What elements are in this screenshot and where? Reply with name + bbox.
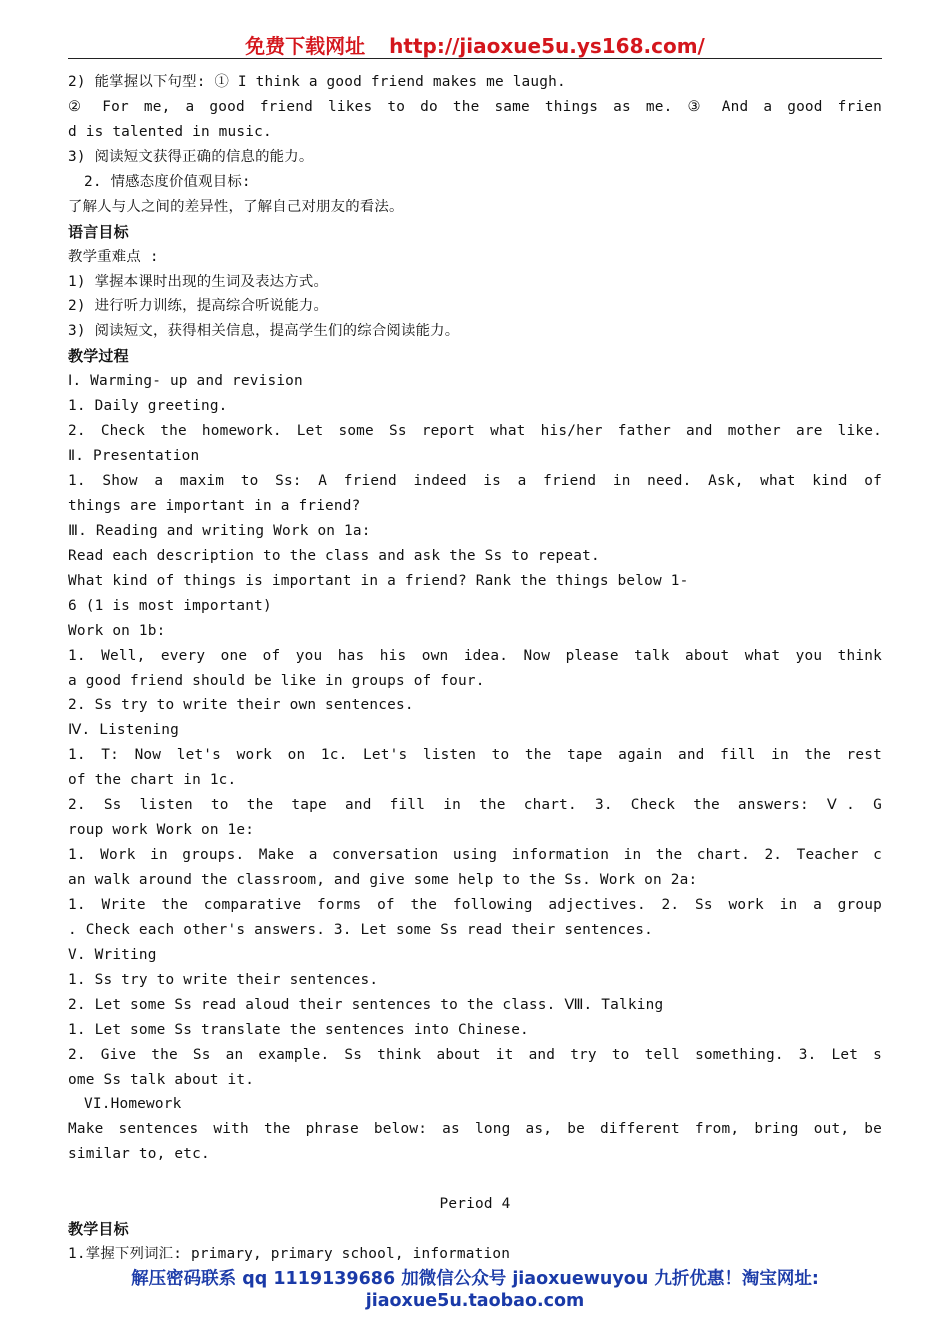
text-line: 3) 阅读短文获得正确的信息的能力。 [68,148,314,165]
header-label: 免费下载网址 [245,34,366,58]
header-divider [68,58,882,59]
text-line: 了解人与人之间的差异性，了解自己对朋友的看法。 [68,198,404,215]
text-line: 2. Let some Ss read aloud their sentences to the class. Ⅷ. Talking [68,996,664,1013]
text-line [68,1167,882,1192]
text-line: d is talented in music. [68,123,272,140]
text-line: Read each description to the class and ask the Ss to repeat. [68,547,600,564]
page-header [0,30,950,59]
text-line: VI.Homework [84,1096,182,1113]
period-title: Period 4 [439,1196,511,1213]
text-line: ome Ss talk about it. [68,1071,255,1088]
footer-shop-url[interactable]: jiaoxue5u.taobao.com [365,1291,585,1311]
text-line: 教学重难点 : [68,248,159,265]
text-line: 1. Show a maxim to Ss: A friend indeed is a friend in need. Ask, what kind of [68,473,882,489]
text-line: 3) 阅读短文，获得相关信息，提高学生们的综合阅读能力。 [68,323,460,340]
text-line: Work on 1b: [68,622,166,639]
text-line: Ⅱ. Presentation [68,448,200,465]
text-line: 1. Work in groups. Make a conversation using information in the chart. 2. Teacher c [68,847,882,864]
text-line: 2. Ss try to write their own sentences. [68,697,414,714]
text-line: 1. Write the comparative forms of the following adjectives. 2. Ss work in a group [68,896,882,913]
footer-contact-line: 解压密码联系 qq 1119139686 加微信公众号 jiaoxuewuyou 九折优惠！淘宝网址: [131,1269,819,1289]
text-line: similar to, etc. [68,1146,210,1163]
text-line: Ⅰ. Warming- up and revision [68,373,303,390]
text-line: Make sentences with the phrase below: as long as, be different from, bring out, be [68,1121,882,1138]
text-line: 2. Ss listen to the tape and fill in the chart. 3. Check the answers: Ⅴ. G [68,797,882,814]
text-line: 2) 能掌握以下句型: ① I think a good friend makes me laugh. [68,74,566,90]
text-line: V. Writing [68,946,157,963]
text-line: roup work Work on 1e: [68,822,255,839]
text-line: 1. Ss try to write their sentences. [68,971,379,988]
text-line: ② For me, a good friend likes to do the same things as me. ③ And a good frien [68,98,882,115]
section-heading: 语言目标 [68,222,129,241]
text-line: . Check each other's answers. 3. Let some Ss read their sentences. [68,921,654,938]
text-line: What kind of things is important in a friend? Rank the things below 1- [68,572,689,589]
text-line: Ⅲ. Reading and writing Work on 1a: [68,522,371,539]
text-line: of the chart in 1c. [68,772,237,789]
text-line: 1. Well, every one of you has his own idea. Now please talk about what you think [68,647,882,664]
text-line: 2. Give the Ss an example. Ss think about it and try to tell something. 3. Let s [68,1046,882,1063]
text-line: 2) 进行听力训练，提高综合听说能力。 [68,298,329,315]
text-line: an walk around the classroom, and give some help to the Ss. Work on 2a: [68,872,698,888]
text-line: 2. 情感态度价值观目标: [84,173,251,190]
header-url[interactable]: http://jiaoxue5u.ys168.com/ [389,34,705,58]
text-line: 1.掌握下列词汇: primary, primary school, information [68,1246,511,1263]
document-body [68,70,882,1267]
text-line: 1. Daily greeting. [68,398,228,415]
page-footer [0,1268,950,1312]
text-line: 2. Check the homework. Let some Ss report what his/her father and mother are like. [68,423,882,440]
text-line: things are important in a friend? [68,497,361,514]
text-line: a good friend should be like in groups of four. [68,672,485,689]
text-line: Ⅳ. Listening [68,722,179,739]
text-line: 1) 掌握本课时出现的生词及表达方式。 [68,273,329,290]
text-line: 6 (1 is most important) [68,597,272,614]
section-heading: 教学过程 [68,347,129,366]
text-line: 1. T: Now let's work on 1c. Let's listen to the tape again and fill in the rest [68,747,882,764]
section-heading: 教学目标 [68,1220,129,1239]
text-line: 1. Let some Ss translate the sentences into Chinese. [68,1021,529,1038]
